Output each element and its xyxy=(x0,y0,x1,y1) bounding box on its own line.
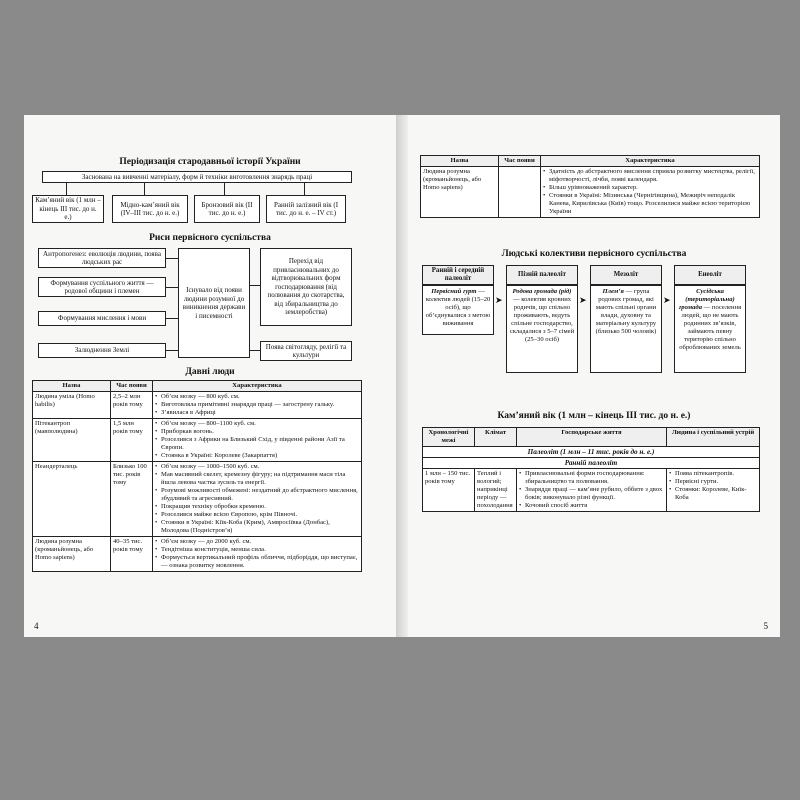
header-people: Людина і суспільний устрій xyxy=(667,428,760,447)
row-name: Пітекантроп (мавполюдина) xyxy=(33,419,111,462)
list-item: • Об’єм мозку — 800–1100 куб. см. xyxy=(155,420,359,428)
earth-population-box: Залюднення Землі xyxy=(38,343,166,358)
row-name: Людина уміла (Homo habilis) xyxy=(33,392,111,419)
page-number-left: 4 xyxy=(34,621,39,631)
row-economy xyxy=(517,469,667,512)
period-box-iron: Ранній залізний вік (I тис. до н. е. – IV ст.) xyxy=(266,195,346,223)
list-item: • Виготовляла примітивні знаряддя праці — загострену гальку. xyxy=(155,401,359,409)
row-time xyxy=(499,167,541,218)
table-row xyxy=(423,469,760,512)
row-time: 40–35 тис. років тому xyxy=(111,537,153,572)
collective-head-eneolithic: Енеоліт xyxy=(674,265,746,285)
list-item: • Знаряддя праці — кам’яне рубило, оббите з двох боків; виконувало різні функції. xyxy=(519,486,664,502)
period-box-bronze: Бронзовий вік (II тис. до н. е.) xyxy=(194,195,260,223)
row-time: 1,5 млн років тому xyxy=(111,419,153,462)
collective-head-late-paleolithic: Пізній палеоліт xyxy=(506,265,578,285)
table-header-row xyxy=(421,156,760,167)
row-climate: Теплий і вологий; наприкінці періоду — похолодання xyxy=(475,469,517,512)
existence-period-box: Існувало від появи людини розумної до виникнення держави і писемності xyxy=(178,248,250,358)
collective-head-early-paleolithic: Ранній і середній палеоліт xyxy=(422,265,494,285)
collective-tribe xyxy=(590,285,662,373)
table-row xyxy=(33,537,362,572)
paleolithic-subheader: Палеоліт (1 млн – 11 тис. років до н. е.) xyxy=(423,447,760,458)
collective-head-mesolithic: Мезоліт xyxy=(590,265,662,285)
row-people xyxy=(667,469,760,512)
collective-title: Сусідська (територіальна) громада xyxy=(678,288,735,311)
collective-text: — поселення людей, що не мають родинних зв’язків, займають певну територію спільно оброблюваних земель xyxy=(679,304,742,351)
table-row xyxy=(423,458,760,469)
list-item: • Покращив техніку обробки кременю. xyxy=(155,503,359,511)
table-row xyxy=(33,392,362,419)
collective-text: — група родових громад, які мають спільні органи влади, духовну та матеріальну культуру (близько 500 чоловік) xyxy=(595,288,657,335)
page-number-right: 5 xyxy=(763,621,768,631)
period-box-stone: Кам’яний вік (1 млн – кінець III тис. до н. е.) xyxy=(32,195,104,223)
collective-title: Родова громада (рід) xyxy=(512,288,572,295)
homo-sapiens-continued-table xyxy=(420,155,760,218)
collective-clan xyxy=(506,285,578,373)
list-item: • Тендітніша конституція, менша сила. xyxy=(155,546,359,554)
economic-transition-box: Перехід від привласнювальних до відтворювальних форм господарювання (від полювання до скотарства, від збиральництва до землеробства) xyxy=(260,248,352,326)
periodization-title: Періодизація стародавньої історії України xyxy=(119,157,301,167)
arrow-right-icon: ➤ xyxy=(663,295,671,305)
row-time: 1 млн – 150 тис. років тому xyxy=(423,469,475,512)
collective-title: Плем’я xyxy=(602,288,624,295)
header-time: Час появи xyxy=(111,381,153,392)
list-item: • Розселився майже всією Європою, крім Півночі. xyxy=(155,511,359,519)
list-item: • Об’єм мозку — 1000–1500 куб. см. xyxy=(155,463,359,471)
table-row xyxy=(33,462,362,537)
list-item: • Більш урівноважений характер. xyxy=(543,184,757,192)
table-header-row xyxy=(423,428,760,447)
anthropogenesis-box: Антропогенез: еволюція людини, поява людських рас xyxy=(38,248,166,268)
left-page xyxy=(24,115,396,637)
list-item: • Формується вертикальний профіль обличчя, підборіддя, що виступає, — ознака розвитку мовлення. xyxy=(155,554,359,570)
row-name: Неандерталець xyxy=(33,462,111,537)
header-chronology: Хронологічні межі xyxy=(423,428,475,447)
table-row xyxy=(33,419,362,462)
row-time: Близько 100 тис. років тому xyxy=(111,462,153,537)
primitive-society-title: Риси первісного суспільства xyxy=(149,233,271,243)
list-item: • Кочовий спосіб життя xyxy=(519,502,664,510)
list-item: • Привласнювальні форми господарювання: збиральництво та полювання. xyxy=(519,470,664,486)
stone-age-title: Кам’яний вік (1 млн – кінець III тис. до н. е.) xyxy=(497,411,691,421)
collective-title: Первісний гурт xyxy=(431,288,477,295)
list-item: • Здатність до абстрактного мислення сприяла розвитку мистецтва, релігії, міфотворчості, лічби, появі календаря. xyxy=(543,168,757,184)
period-box-copper-stone: Мідно-кам’яний вік (IV–III тис. до н. е.) xyxy=(112,195,188,223)
list-item: • Стоянки в Україні: Кіїк-Коба (Крим), Амвросіївка (Донбас), Молодова (Подністров’я) xyxy=(155,519,359,535)
header-name: Назва xyxy=(421,156,499,167)
social-life-box: Формування суспільного життя — родової общини і племен xyxy=(38,277,166,297)
row-name: Людина розумна (кроманьйонець, або Homo sapiens) xyxy=(421,167,499,218)
list-item: • Поява пітекантропів. xyxy=(669,470,757,478)
collective-neighbor-community xyxy=(674,285,746,373)
row-name: Людина розумна (кроманьйонець, або Homo sapiens) xyxy=(33,537,111,572)
row-characteristics xyxy=(153,537,362,572)
worldview-box: Поява світогляду, релігії та культури xyxy=(260,341,352,361)
list-item: • Первісні гурти. xyxy=(669,478,757,486)
early-paleolithic-subheader: Ранній палеоліт xyxy=(423,458,760,469)
list-item: • Мав масивний скелет, кремезну фігуру; на підтримання маси тіла йшла левова частка зусиль та енергії. xyxy=(155,471,359,487)
ancient-people-table xyxy=(32,380,362,572)
list-item: • Розумові можливості обмежені: нездатний до абстрактного мислення, збудливий та агресивний. xyxy=(155,487,359,503)
row-characteristics xyxy=(153,419,362,462)
arrow-right-icon: ➤ xyxy=(495,295,503,305)
list-item: • З’явилася в Африці xyxy=(155,409,359,417)
right-page xyxy=(408,115,780,637)
header-climate: Клімат xyxy=(475,428,517,447)
header-name: Назва xyxy=(33,381,111,392)
table-row xyxy=(421,167,760,218)
row-characteristics xyxy=(153,392,362,419)
table-header-row xyxy=(33,381,362,392)
book-gutter xyxy=(396,115,408,637)
thinking-language-box: Формування мислення і мови xyxy=(38,311,166,326)
list-item: • Стоянки в Україні: Мізинська (Чернігівщина), Межиріч неподалік Канева, Кирилівська (Київ) тощо. Розселилися майже всією територією України xyxy=(543,192,757,216)
header-characteristic: Характеристика xyxy=(153,381,362,392)
header-time: Час появи xyxy=(499,156,541,167)
arrow-right-icon: ➤ xyxy=(579,295,587,305)
list-item: • Об’єм мозку — до 2000 куб. см. xyxy=(155,538,359,546)
stone-age-table xyxy=(422,427,760,512)
row-characteristics xyxy=(153,462,362,537)
list-item: • Стоянки: Королеве, Киїк-Коба xyxy=(669,486,757,502)
list-item: • Об’єм мозку — 800 куб. см. xyxy=(155,393,359,401)
collective-text: — колектив кровних родичів, що спільно проживають, ведуть спільне господарство, складалися з 5–7 сімей (25–30 осіб) xyxy=(509,296,575,343)
table-row xyxy=(423,447,760,458)
list-item: • Стоянка в Україні: Королеве (Закарпаття) xyxy=(155,452,359,460)
header-characteristic: Характеристика xyxy=(541,156,760,167)
header-economy: Господарське життя xyxy=(517,428,667,447)
periodization-basis-box: Заснована на вивченні матеріалу, форм й техніки виготовлення знарядь праці xyxy=(42,171,352,183)
collectives-title: Людські колективи первісного суспільства xyxy=(501,249,687,259)
collective-text: — колектив людей (15–20 осіб), що об’єднувалися з метою виживання xyxy=(425,288,491,327)
row-characteristics xyxy=(541,167,760,218)
ancient-people-title: Давні люди xyxy=(185,367,235,377)
collective-primitive-group xyxy=(422,285,494,335)
list-item: • Розселився з Африки на Близький Схід, у південні райони Азії та Європи. xyxy=(155,436,359,452)
row-time: 2,5–2 млн років тому xyxy=(111,392,153,419)
list-item: • Приборкав вогонь. xyxy=(155,428,359,436)
